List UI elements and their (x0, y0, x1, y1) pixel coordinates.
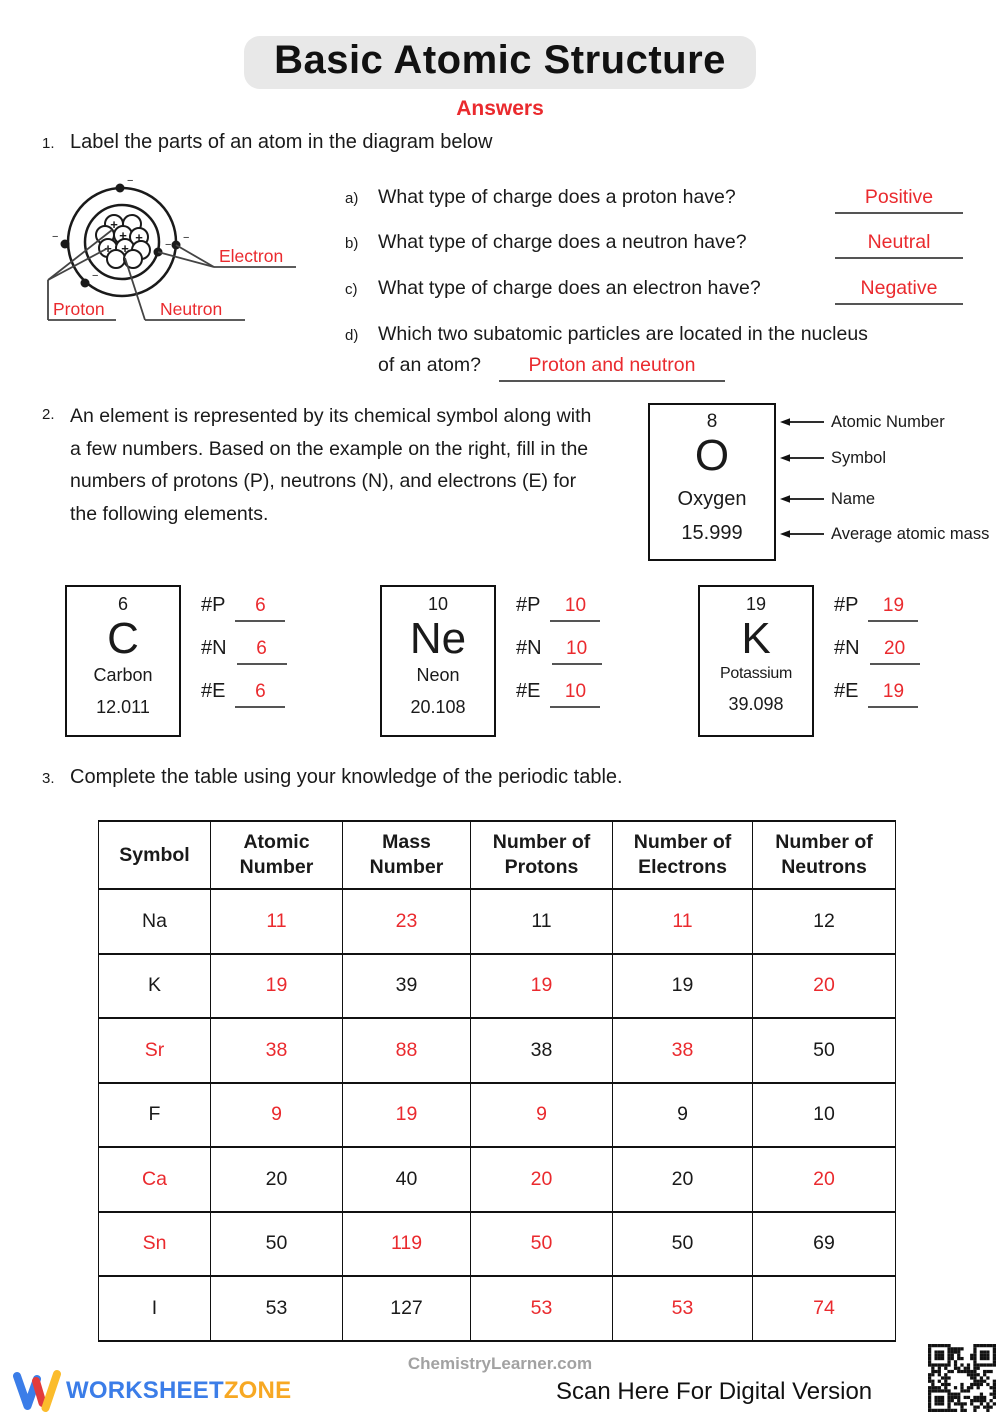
table-header-cell: Symbol (99, 821, 211, 889)
electrons-label: #E (516, 680, 541, 702)
subq-letter: d) (345, 327, 359, 344)
table-cell: 20 (613, 1147, 753, 1212)
subquestion-c (345, 277, 963, 305)
element-name: Carbon (93, 665, 153, 685)
table-header (99, 821, 896, 889)
table-cell: 9 (613, 1083, 753, 1148)
logo-word-zone: ZONE (223, 1377, 292, 1404)
table-cell: F (99, 1083, 211, 1148)
subq-text: What type of charge does an electron have? (378, 277, 761, 299)
table-row (99, 954, 896, 1019)
neutrons-answer: 10 (552, 638, 602, 665)
element-unit-neon (380, 585, 602, 737)
element-symbol: Ne (409, 614, 467, 663)
left-arrow-icon (780, 417, 824, 427)
table-cell-answer: 19 (211, 954, 343, 1019)
subq-text: Which two subatomic particles are located in the nucleus (378, 323, 868, 345)
table-cell-answer: 9 (471, 1083, 613, 1148)
q1-prompt: Label the parts of an atom in the diagram below (70, 131, 493, 153)
left-arrow-icon (780, 494, 824, 504)
table-header-cell: Number of Electrons (613, 821, 753, 889)
protons-answer: 19 (868, 595, 918, 622)
table-header-cell: Number of Neutrons (753, 821, 896, 889)
table-cell: I (99, 1276, 211, 1341)
subq-text: of an atom? (378, 354, 481, 376)
callout-label: Average atomic mass (831, 524, 990, 543)
table-cell-answer: 19 (471, 954, 613, 1019)
table-cell-answer: Sr (99, 1018, 211, 1083)
element-name: Potassium (720, 665, 792, 682)
table-cell: 12 (753, 889, 896, 954)
left-arrow-icon (780, 529, 824, 539)
example-mass: 15.999 (681, 522, 743, 544)
subq-letter: c) (345, 281, 358, 298)
svg-text:−: − (183, 232, 190, 244)
callout-name (780, 488, 875, 510)
table-row (99, 1212, 896, 1277)
neutrons-label: #N (201, 637, 227, 659)
electrons-answer: 10 (550, 681, 600, 708)
table-cell: Na (99, 889, 211, 954)
table-cell: 20 (211, 1147, 343, 1212)
table-cell: 19 (613, 954, 753, 1019)
callout-label: Symbol (831, 448, 887, 467)
atom-diagram-svg (28, 168, 348, 353)
subq-answer: Positive (835, 186, 963, 214)
protons-label: #P (834, 594, 859, 616)
svg-text:+: + (135, 230, 143, 245)
example-element-box (648, 403, 776, 561)
table-cell-answer: 20 (753, 1147, 896, 1212)
table-cell: 40 (343, 1147, 471, 1212)
svg-text:+: + (110, 217, 118, 232)
subq-answer: Proton and neutron (499, 354, 725, 382)
subq-letter: a) (345, 190, 359, 207)
logo-word-worksheet: WORKSHEET (66, 1377, 224, 1404)
subq-text: What type of charge does a neutron have? (378, 231, 747, 253)
svg-text:−: − (165, 239, 172, 251)
neutron-label: Neutron (160, 299, 223, 319)
table-cell-answer: 53 (471, 1276, 613, 1341)
callout-label: Name (831, 489, 876, 508)
table-cell-answer: 38 (613, 1018, 753, 1083)
element-unit-carbon (65, 585, 287, 737)
element-name: Neon (416, 665, 460, 685)
q3-number: 3. (42, 770, 55, 787)
table-cell-answer: 19 (343, 1083, 471, 1148)
table-cell: 69 (753, 1212, 896, 1277)
table-row (99, 1147, 896, 1212)
example-name: Oxygen (677, 488, 747, 510)
table-row (99, 1276, 896, 1341)
svg-text:+: + (121, 241, 129, 256)
worksheetzone-logo-text (66, 1377, 291, 1405)
table-header-cell: Mass Number (343, 821, 471, 889)
svg-text:+: + (104, 241, 112, 256)
qr-code (928, 1344, 996, 1412)
table-cell-answer: Sn (99, 1212, 211, 1277)
table-row (99, 1083, 896, 1148)
scan-text: Scan Here For Digital Version (556, 1378, 873, 1405)
table-cell: 11 (471, 889, 613, 954)
left-arrow-icon (780, 453, 824, 463)
element-mass: 20.108 (410, 697, 466, 717)
table-cell: 53 (211, 1276, 343, 1341)
neutrons-answer: 20 (870, 638, 920, 665)
site-credit: ChemistryLearner.com (407, 1354, 593, 1373)
callout-symbol (780, 447, 886, 469)
table-cell: K (99, 954, 211, 1019)
protons-label: #P (201, 594, 226, 616)
table-cell-answer: 23 (343, 889, 471, 954)
table-cell: 38 (471, 1018, 613, 1083)
electrons-label: #E (834, 680, 859, 702)
subquestion-d (345, 323, 963, 346)
table-cell-answer: 20 (753, 954, 896, 1019)
atom-diagram (28, 168, 348, 353)
oxygen-example (648, 403, 990, 565)
table-cell: 10 (753, 1083, 896, 1148)
table-cell-answer: 9 (211, 1083, 343, 1148)
element-box (698, 585, 814, 737)
table-cell-answer: 50 (471, 1212, 613, 1277)
table-cell-answer: 20 (471, 1147, 613, 1212)
neutrons-label: #N (834, 637, 860, 659)
q1-number: 1. (42, 135, 55, 152)
element-symbol: C (107, 614, 139, 663)
example-symbol: O (694, 431, 730, 480)
neutrons-answer: 6 (237, 638, 287, 665)
subquestion-d-cont (378, 354, 725, 382)
example-atomic-number: 8 (706, 411, 718, 432)
table-body (99, 889, 896, 1341)
table-cell: 127 (343, 1276, 471, 1341)
subq-answer: Negative (835, 277, 963, 305)
element-symbol: K (741, 614, 771, 663)
table-cell: 50 (753, 1018, 896, 1083)
protons-answer: 6 (235, 595, 285, 622)
element-atomic-number: 10 (427, 594, 449, 614)
element-mass: 39.098 (728, 694, 784, 714)
q3-prompt: Complete the table using your knowledge of the periodic table. (70, 766, 623, 788)
proton-label: Proton (53, 299, 105, 319)
table-row (99, 1018, 896, 1083)
answers-subtitle: Answers (456, 97, 544, 120)
svg-text:−: − (52, 231, 59, 243)
table-header-cell: Atomic Number (211, 821, 343, 889)
table-cell-answer: 88 (343, 1018, 471, 1083)
table-cell: 50 (613, 1212, 753, 1277)
electron-label: Electron (219, 246, 284, 266)
element-box (65, 585, 181, 737)
electrons-label: #E (201, 680, 226, 702)
callout-average-atomic-mass (780, 523, 989, 545)
callout-label: Atomic Number (831, 412, 945, 431)
svg-text:−: − (127, 175, 134, 187)
table-cell-answer: 53 (613, 1276, 753, 1341)
page-title: Basic Atomic Structure (244, 36, 756, 89)
table-cell-answer: 119 (343, 1212, 471, 1277)
table-cell-answer: 11 (613, 889, 753, 954)
neutrons-label: #N (516, 637, 542, 659)
subquestion-b (345, 231, 963, 259)
periodic-table (98, 820, 896, 1342)
subquestion-a (345, 186, 963, 214)
element-atomic-number: 6 (117, 594, 128, 614)
svg-text:−: − (92, 270, 99, 282)
electrons-answer: 6 (235, 681, 285, 708)
protons-label: #P (516, 594, 541, 616)
element-unit-potassium (698, 585, 920, 737)
table-row (99, 889, 896, 954)
q2-prompt: An element is represented by its chemical symbol along with a few numbers. Based on the example on the right, fill in the numbers of protons (P), neutrons (N), and electrons (E) for the following elements. (70, 405, 592, 525)
subq-answer: Neutral (835, 231, 963, 259)
table-cell-answer: 74 (753, 1276, 896, 1341)
electrons-answer: 19 (868, 681, 918, 708)
table-cell-answer: 11 (211, 889, 343, 954)
table-cell: 39 (343, 954, 471, 1019)
protons-answer: 10 (550, 595, 600, 622)
callout-atomic-number (780, 411, 945, 433)
element-atomic-number: 19 (745, 594, 767, 614)
table-cell-answer: Ca (99, 1147, 211, 1212)
table-header-cell: Number of Protons (471, 821, 613, 889)
subq-text: What type of charge does a proton have? (378, 186, 736, 208)
worksheetzone-logo (12, 1368, 291, 1414)
q2-number: 2. (42, 406, 55, 423)
element-box (380, 585, 496, 737)
subq-letter: b) (345, 235, 359, 252)
svg-text:+: + (119, 228, 127, 243)
table-cell-answer: 38 (211, 1018, 343, 1083)
worksheetzone-logo-icon (12, 1368, 62, 1414)
element-mass: 12.011 (96, 697, 150, 717)
table-cell: 50 (211, 1212, 343, 1277)
